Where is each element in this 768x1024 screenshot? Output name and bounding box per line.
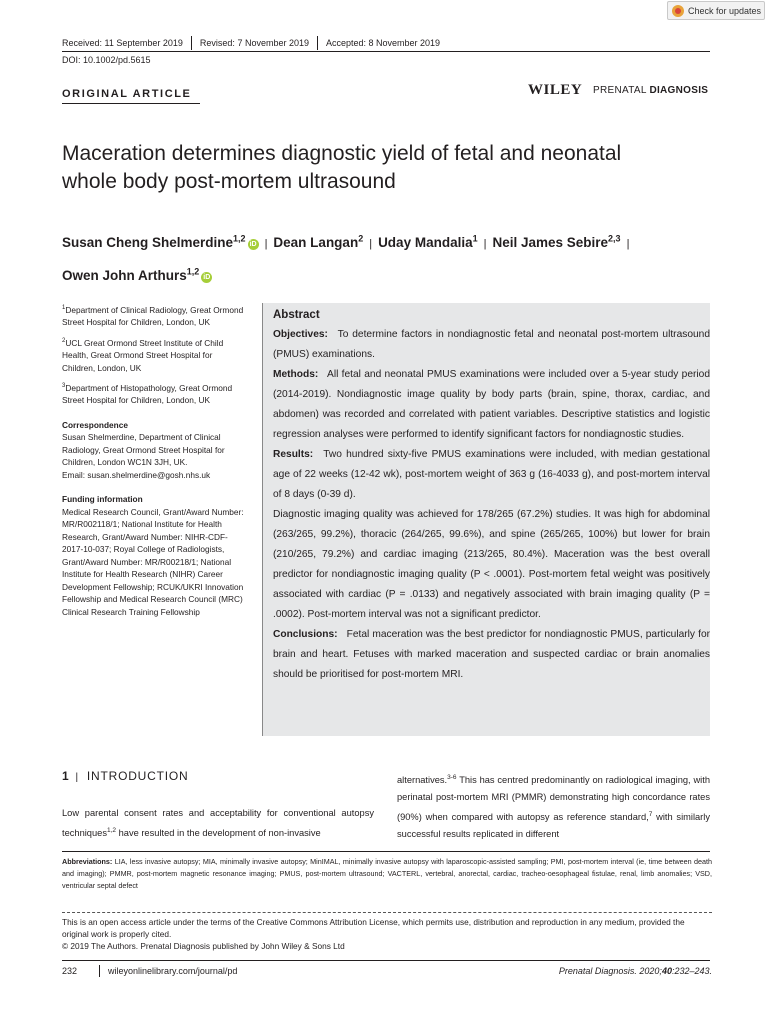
check-for-updates-label: Check for updates	[688, 5, 762, 16]
abstract-text: To determine factors in nondiagnostic fetal and neonatal post-mortem ultrasound (PMUS) examinations.	[273, 329, 710, 360]
date-divider	[317, 36, 318, 50]
doi: DOI: 10.1002/pd.5615	[62, 55, 151, 65]
intro-column-2	[397, 769, 710, 843]
author-separator: |	[626, 237, 630, 250]
author-affiliation: 1,2	[233, 233, 246, 243]
affiliation	[62, 335, 247, 374]
abstract-label: Methods:	[273, 369, 319, 380]
body-text: have resulted in the development of non-invasive	[116, 828, 321, 839]
footer-divider	[99, 965, 100, 977]
abbreviations-text: LIA, less invasive autopsy; MIA, minimally invasive autopsy; MinIMAL, minimally invasive autopsy with laparoscopic-assisted sampling; PMI, post-mortem interval (ie, time between death and imaging); PMMR, post-mortem magnetic resonance imaging; PMUS, post-mortem ultrasound; VACTERL, vertebral, anorectal, cardiac, tracheo-oesophageal fistulae, renal, limb anomalies; VSD, ventricular septal defect	[62, 857, 712, 890]
article-dates	[62, 36, 440, 50]
orcid-icon[interactable]: iD	[249, 240, 257, 248]
abstract-methods	[273, 365, 710, 445]
received-date: Received: 11 September 2019	[62, 38, 183, 48]
author-list	[62, 224, 732, 290]
abstract-box	[262, 303, 710, 736]
affiliation	[62, 380, 247, 407]
title-line-1: Maceration determines diagnostic yield of fetal and neonatal	[62, 142, 622, 165]
correspondence-text: Susan Shelmerdine, Department of Clinical Radiology, Great Ormond Street Hospital for Children, London WC1N 3JH, UK.	[62, 432, 225, 468]
article-title	[62, 140, 722, 196]
correspondence-heading: Correspondence	[62, 419, 128, 430]
section-title: INTRODUCTION	[86, 769, 189, 783]
correspondence-email[interactable]: Email: susan.shelmerdine@gosh.nhs.uk	[62, 469, 211, 480]
body-text: Low parental consent rates and acceptability for conventional autopsy techniques	[62, 808, 374, 839]
abbreviations-label: Abbreviations:	[62, 857, 113, 866]
article-type-underline	[62, 103, 200, 104]
author	[62, 268, 212, 283]
revised-date: Revised: 7 November 2019	[199, 38, 309, 48]
citation[interactable]: 1,2	[106, 827, 117, 834]
citation-volume: 40	[661, 966, 672, 976]
affiliation-number: 3	[62, 383, 66, 390]
journal-name-light: PRENATAL	[593, 85, 647, 96]
abstract-results-continued	[273, 505, 710, 625]
author-name: Susan Cheng Shelmerdine	[62, 234, 234, 250]
abstract-label: Objectives:	[273, 329, 328, 340]
page-number: 232	[62, 966, 78, 976]
accepted-date: Accepted: 8 November 2019	[325, 38, 441, 48]
author-name: Dean Langan	[273, 234, 359, 250]
author-separator: |	[264, 237, 268, 250]
footer-rule	[62, 960, 710, 961]
author	[492, 235, 620, 250]
author-affiliation: 1	[472, 233, 478, 243]
abstract-text: Fetal maceration was the best predictor for nondiagnostic PMUS, particularly for brain and heart. Fetuses with marked maceration and suspected cardiac or brain anomalies should be prioritised for post-mortem MRI.	[273, 629, 710, 680]
title-line-2: whole body post-mortem ultrasound	[62, 170, 396, 193]
abstract-conclusions	[273, 625, 710, 685]
abstract-results	[273, 445, 710, 505]
author	[378, 235, 478, 250]
date-divider	[191, 36, 192, 50]
body-text: This has centred predominantly on radiological imaging, with perinatal post-mortem MRI (PMMR) demonstrating high concordance rates (90%) when compared with autopsy as reference standard,	[397, 775, 710, 823]
affiliation-number: 2	[62, 337, 66, 344]
affiliation	[62, 302, 247, 329]
author-name: Uday Mandalia	[378, 234, 473, 250]
affiliation-text: UCL Great Ormond Street Institute of Child Health, Great Ormond Street Hospital for Children, London, UK	[62, 337, 224, 373]
section-number: 1	[62, 769, 70, 783]
author-info-column	[62, 302, 247, 624]
citation[interactable]: 3-6	[447, 774, 457, 781]
body-text: alternatives.	[397, 775, 448, 786]
abstract-label: Conclusions:	[273, 629, 338, 640]
orcid-icon[interactable]: iD	[203, 274, 211, 281]
introduction-heading	[62, 769, 188, 783]
author	[273, 235, 363, 250]
journal-url[interactable]: wileyonlinelibrary.com/journal/pd	[108, 966, 238, 976]
abstract-label: Results:	[273, 449, 314, 460]
copyright-text: © 2019 The Authors. Prenatal Diagnosis published by John Wiley & Sons Ltd	[62, 941, 345, 951]
author-affiliation: 2,3	[608, 233, 621, 243]
publisher-logo: WILEY	[528, 82, 583, 98]
crossmark-icon	[672, 5, 684, 17]
abstract-text: Diagnostic imaging quality was achieved for 178/265 (67.2%) studies. It was high for abdominal (263/265, 99.2%), thoracic (264/265, 99.6%), and spine (265/265, 100%) but lower for brain (210/265, 79.2%) and cardiac imaging (213/265, 80.4%). Maceration was the best overall predictor for nondiagnostic imaging quality (P < .0001). Post-mortem fetal weight was positively associated with cardiac (P = .0133) and negatively associated with brain imaging quality (P = .0002). Post-mortem interval was not a significant predictor.	[273, 509, 710, 620]
journal-name	[593, 85, 708, 96]
author-separator: |	[483, 237, 487, 250]
license-text: This is an open access article under the terms of the Creative Commons Attribution License, which permits use, distribution and reproduction in any medium, provided the original work is properly cited.	[62, 917, 685, 939]
author	[62, 235, 259, 250]
citation-pages: :232–243.	[671, 966, 712, 976]
abstract-text: Two hundred sixty-five PMUS examinations were included, with median gestational age of 22 weeks (12-42 wk), post-mortem weight of 363 g (16-4033 g), and post-mortem interval of 8 days (0-39 d).	[273, 449, 710, 500]
body-text: with similarly successful results replicated in different	[397, 812, 710, 840]
abbreviations	[62, 856, 712, 892]
abstract-heading: Abstract	[273, 309, 320, 321]
section-separator: |	[75, 772, 79, 783]
funding-heading: Funding information	[62, 494, 143, 505]
author-name: Owen John Arthurs	[62, 268, 187, 283]
journal-name-bold: DIAGNOSIS	[649, 85, 709, 96]
intro-column-1	[62, 805, 374, 842]
license-block	[62, 916, 712, 952]
abstract-objectives	[273, 325, 710, 365]
footnote-rule	[62, 851, 710, 852]
citation-line	[559, 966, 712, 976]
author-name: Neil James Sebire	[492, 234, 609, 250]
abstract-text: All fetal and neonatal PMUS examinations were included over a 5-year study period (2014-2019). Nondiagnostic image quality by body parts (brain, spine, thorax, cardiac, and abdomen) was recorded and correlated with patient variables. Descriptive statistics and logistic regression analyses were performed to identify significant factors for nondiagnostic studies.	[273, 369, 710, 440]
article-type: ORIGINAL ARTICLE	[62, 88, 192, 100]
check-for-updates-button[interactable]	[667, 1, 765, 20]
author-separator: |	[369, 237, 373, 250]
header-rule	[62, 51, 710, 52]
author-affiliation: 2	[358, 233, 364, 243]
affiliation-text: Department of Histopathology, Great Ormond Street Hospital for Children, London, UK	[62, 382, 233, 406]
license-divider	[62, 912, 712, 913]
citation-journal: Prenatal Diagnosis.	[558, 966, 637, 976]
affiliation-text: Department of Clinical Radiology, Great Ormond Street Hospital for Children, London, UK	[62, 304, 244, 328]
page-footer	[62, 965, 712, 977]
author-affiliation: 1,2	[186, 266, 200, 277]
funding-text: Medical Research Council, Grant/Award Number: MR/R002118/1; National Institute for Health Research, Grant/Award Number: NIHR-CDF-2017-10-037; Royal College of Radiologists, Grant/Award Number: MR/R00218/1; National Institute for Health Research (NIHR) Career Development Fellowship; RCUK/UKRI Innovation Fellowship and Medical Research Council (MRC) Clinical Research Training Fellowship	[62, 506, 244, 617]
citation-year: 2020;	[639, 966, 662, 976]
affiliation-number: 1	[62, 305, 66, 311]
citation[interactable]: 7	[648, 811, 653, 819]
